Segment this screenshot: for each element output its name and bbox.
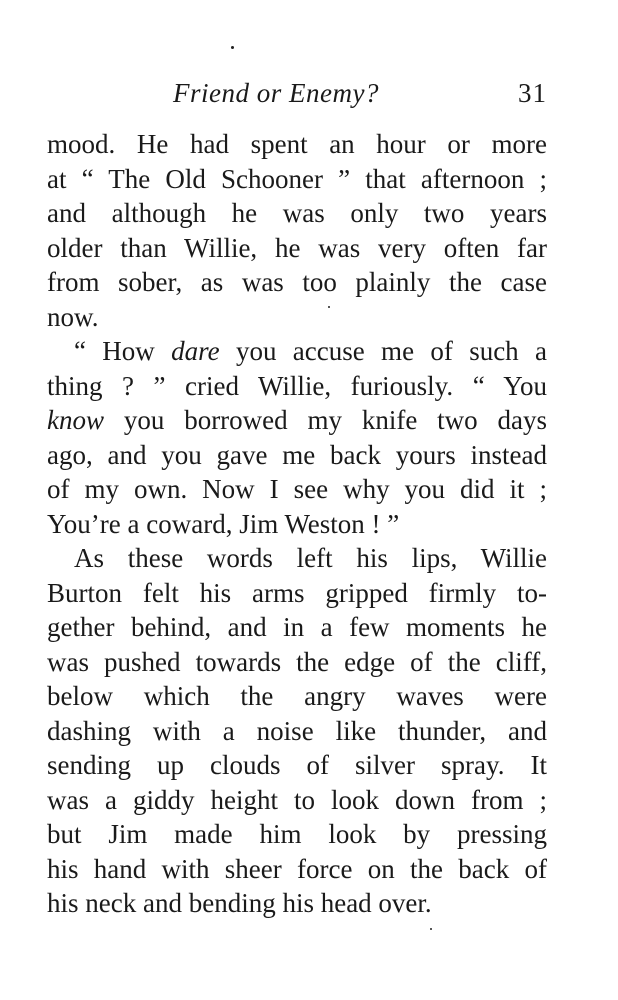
text-line: from sober, as was too plainly the case: [47, 267, 547, 297]
text-line: his neck and bending his head over.: [47, 888, 432, 918]
text-run: “ How: [74, 336, 172, 366]
text-line: at “ The Old Schooner ” that afternoon ;: [47, 163, 547, 194]
text-line: below which the angry waves were: [47, 681, 547, 711]
text-line: older than Willie, he was very often far: [47, 232, 547, 263]
print-speck: [231, 46, 234, 49]
text-line: and although he was only two years: [47, 198, 547, 228]
text-line: sending up clouds of silver spray. It: [47, 750, 547, 780]
text-line: gether behind, and in a few moments he: [47, 612, 547, 642]
text-line: was a giddy height to look down from ;: [47, 784, 547, 815]
text-run: you borrowed my knife two days: [104, 405, 547, 435]
text-line: thing ? ” cried Willie, furiously. “ You: [47, 370, 547, 401]
paragraph: [47, 334, 547, 541]
text-line: [47, 334, 547, 369]
body-text: [47, 127, 547, 921]
text-run: you accuse me of such a: [219, 336, 547, 366]
text-line: was pushed towards the edge of the cliff,: [47, 646, 547, 677]
text-line: mood. He had spent an hour or more: [47, 129, 547, 159]
paragraph: [47, 127, 547, 334]
text-line: of my own. Now I see why you did it ;: [47, 474, 547, 504]
text-line: You’re a coward, Jim Weston ! ”: [47, 508, 400, 539]
text-line: ago, and you gave me back yours instead: [47, 439, 547, 470]
text-line: but Jim made him look by pressing: [47, 819, 547, 849]
print-speck: [430, 928, 432, 930]
emphasis: know: [47, 405, 104, 435]
running-head: [47, 78, 547, 114]
text-line: his hand with sheer force on the back of: [47, 853, 547, 884]
text-line: now.: [47, 301, 99, 332]
page-number: 31: [518, 78, 547, 108]
text-line: dashing with a noise like thunder, and: [47, 715, 547, 746]
paragraph: [47, 541, 547, 921]
text-line: [47, 403, 547, 438]
running-title: Friend or Enemy?: [173, 78, 379, 108]
text-line: Burton felt his arms gripped firmly to-: [47, 577, 547, 608]
text-line: As these words left his lips, Willie: [74, 543, 547, 573]
emphasis: dare: [171, 336, 220, 366]
